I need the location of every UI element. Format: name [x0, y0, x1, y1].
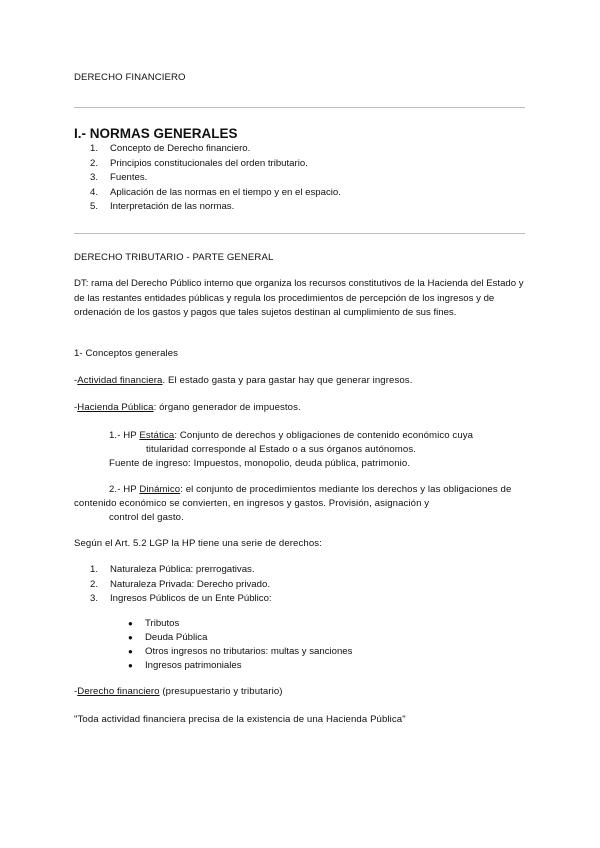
- list-item: ● Tributos: [128, 618, 180, 629]
- divider: [74, 233, 525, 234]
- lgp-intro: Según el Art. 5.2 LGP la HP tiene una serie de derechos:: [74, 538, 322, 549]
- list-item: 2. Naturaleza Privada: Derecho privado.: [90, 578, 270, 590]
- ingresos-list: [126, 617, 352, 673]
- hp-dinamico-line3: control del gasto.: [109, 512, 184, 523]
- list-item: 1. Concepto de Derecho financiero.: [90, 143, 251, 154]
- normas-list: [90, 142, 341, 215]
- list-item: ● Otros ingresos no tributarios: multas y sanciones: [128, 646, 353, 657]
- hp-dinamico-line1: 2.- HP Dinámico: el conjunto de procedimientos mediante los derechos y las obligaciones de: [109, 484, 512, 495]
- section-heading-tributario: DERECHO TRIBUTARIO - PARTE GENERAL: [74, 252, 274, 263]
- list-item: ● Ingresos patrimoniales: [128, 660, 242, 671]
- lgp-list: [90, 563, 272, 607]
- list-item: 1. Naturaleza Pública: prerrogativas.: [90, 564, 255, 575]
- list-item: ● Deuda Pública: [128, 632, 208, 643]
- list-item: 2. Principios constitucionales del orden tributario.: [90, 157, 308, 169]
- list-item: 4. Aplicación de las normas en el tiempo y en el espacio.: [90, 186, 341, 198]
- list-item: 3. Fuentes.: [90, 172, 148, 183]
- hacienda-publica: -Hacienda Pública: órgano generador de impuestos.: [74, 402, 301, 413]
- concepts-title: 1- Conceptos generales: [74, 348, 179, 359]
- section-heading-normas: I.- NORMAS GENERALES: [74, 126, 238, 141]
- derecho-financiero: -Derecho financiero (presupuestario y tributario): [74, 686, 283, 697]
- document-title: DERECHO FINANCIERO: [74, 72, 186, 83]
- divider: [74, 107, 525, 108]
- actividad-financiera: -Actividad financiera. El estado gasta y para gastar hay que generar ingresos.: [74, 375, 413, 386]
- hp-estatica-line2: titularidad corresponde al Estado o a sus órganos autónomos.: [146, 444, 416, 455]
- closing-quote: "Toda actividad financiera precisa de la existencia de una Hacienda Pública": [74, 714, 406, 725]
- dt-definition: DT: rama del Derecho Público interno que organiza los recursos constitutivos de la Hacienda del Estado y de las restantes entidades públicas y regula los procedimientos de percepción de los ingresos y de ordenación de los gastos y pagos que tales sujetos destinan al cumplimiento de sus fines.: [74, 278, 524, 318]
- list-item: 5. Interpretación de las normas.: [90, 201, 235, 212]
- list-item: 3. Ingresos Públicos de un Ente Público:: [90, 593, 272, 604]
- hp-dinamico-line2: contenido económico se convierten, en ingresos y gastos. Provisión, asignación y: [74, 498, 430, 509]
- hp-estatica-line3: Fuente de ingreso: Impuestos, monopolio, deuda pública, patrimonio.: [109, 458, 411, 469]
- hp-estatica-line1: 1.- HP Estática: Conjunto de derechos y obligaciones de contenido económico cuya: [109, 430, 474, 441]
